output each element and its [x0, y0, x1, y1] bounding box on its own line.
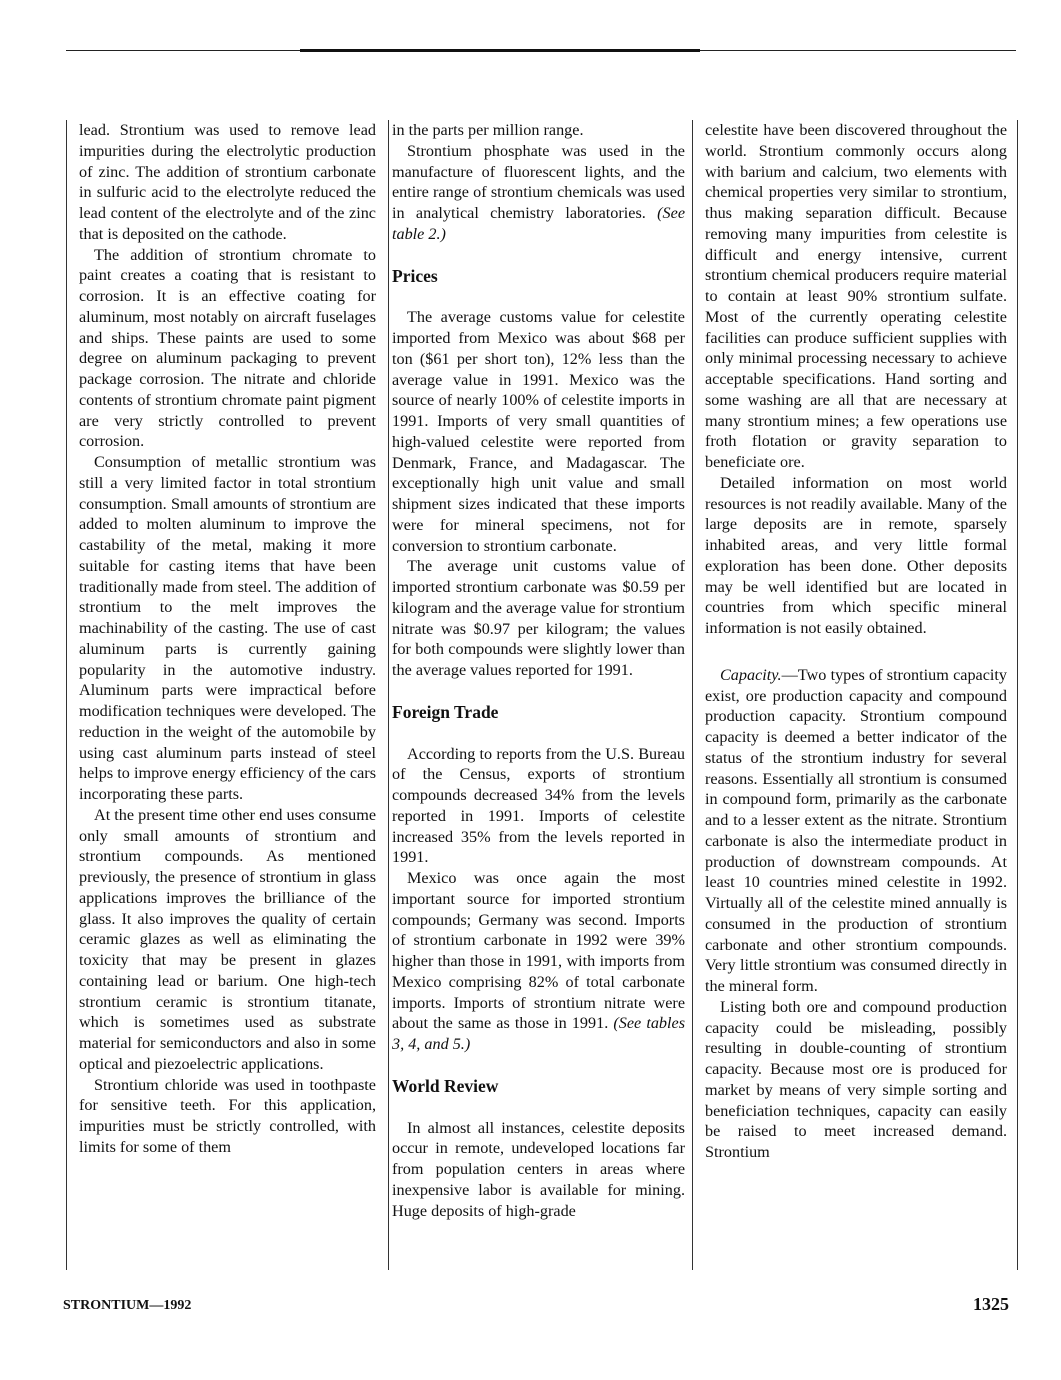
paragraph-carbonate-prices: The average unit customs value of imported strontium carbonate was $0.59 per kilogram and the average value for strontium nitrate was $0.97 per kilogram; the values for both compounds were slightly lower than the average values reported for 1991.	[392, 557, 685, 679]
paragraph-celestite-discovery: celestite have been discovered throughout the world. Strontium commonly occurs along with barium and calcium, two elements with chemical properties very similar to strontium, thus making separation difficult. Because removing many impurities from celestite is difficult and energy intensive, current strontium chemical producers require material to contain at least 90% strontium sulfate. Most of the currently operating celestite facilities can produce sufficient supplies with only minimal processing necessary to achieve acceptable specifications. Hand sorting and some washing are all that are necessary at many strontium mines; a few operations use froth flotation or gravity separation to beneficiate ore.	[705, 121, 1007, 471]
tables-reference[interactable]: (See tables 3, 4, and 5.)	[392, 1014, 685, 1053]
paragraph-world-resources: Detailed information on most world resources is not readily available. Many of the large deposits are in remote, sparsely inhabited areas, and very little formal exploration has been done. Other deposits may be well identified but are located in countries from which specific mineral information is not easily obtained.	[705, 473, 1007, 637]
paragraph-ppm-range: in the parts per million range.	[392, 121, 584, 139]
table-reference[interactable]: (See table 2.)	[392, 204, 686, 243]
paragraph-capacity-text: —Two types of strontium capacity exist, ore production capacity and compound production capacity. Strontium compound capacity is deemed a better indicator of the status of the strontium industry for several reasons. Essentially all strontium is consumed in compound form, primarily as the carbonate and to a lesser extent as the nitrate. Strontium carbonate is also the intermediate product in production of downstream compounds. At least 10 countries mined celestite in 1992. Virtually all of the celestite mined annually is consumed in the production of strontium carbonate and other strontium compounds. Very little strontium was consumed directly in the mineral form.	[705, 665, 1007, 995]
paragraph-celestite-prices: The average customs value for celestite imported from Mexico was about $68 per ton ($61 per short ton), 12% less than the average value in 1991. Mexico was the source of nearly 100% of celestite imports in 1991. Imports of very small quantities of high-valued celestite were reported from Denmark, France, and Madagascar. The exceptionally high unit value and small shipment sizes indicated that these imports were for mineral specimens, not for conversion to strontium carbonate.	[392, 308, 685, 555]
section-heading-prices: Prices	[392, 265, 438, 286]
paragraph-imports-text: Mexico was once again the most important source for imported strontium compounds; Germany was second. Imports of strontium carbonate in 1992 were 39% higher than those in 1991, with imports from Mexico comprising 82% of total carbonate imports. Imports of strontium nitrate were about the same as those in 1991.	[392, 869, 685, 1033]
paragraph-strontium-phosphate-text: Strontium phosphate was used in the manufacture of fluorescent lights, and the entire range of strontium chemicals was used in analytical chemistry laboratories.	[392, 141, 685, 222]
paragraph-celestite-deposits: In almost all instances, celestite deposits occur in remote, undeveloped locations far from population centers in areas where inexpensive labor is available for mining. Huge deposits of high-grade	[392, 1118, 685, 1220]
column-3	[700, 120, 1018, 1270]
header-rule-accent	[300, 49, 700, 52]
running-title: STRONTIUM—1992	[63, 1298, 192, 1313]
paragraph-imports	[392, 868, 685, 1055]
paragraph-exports: According to reports from the U.S. Bureau of the Census, exports of strontium compounds decreased 34% from the levels reported in 1991. Imports of celestite increased 35% from the levels reported in 1991.	[392, 744, 685, 867]
paragraph-capacity	[705, 665, 1007, 997]
page-number: 1325	[973, 1294, 1009, 1314]
section-heading-world-review: World Review	[392, 1075, 499, 1096]
paragraph-capacity-listing: Listing both ore and compound production capacity could be misleading, possibly resulting in double-counting of strontium capacity. Because most ore is produced for market by means of very simple sorting and beneficiation techniques, capacity can easily be raised to meet increased demand. Strontium	[705, 997, 1007, 1161]
paragraph-strontium-chromate: The addition of strontium chromate to paint creates a coating that is resistant to corrosion. It is an effective coating for aluminum, most notably on aircraft fuselages and ships. These paints are used to some degree on aluminum packaging to prevent package corrosion. The nitrate and chloride contents of strontium chromate paint pigment are very strictly controlled to prevent corrosion.	[79, 245, 376, 451]
section-heading-foreign-trade: Foreign Trade	[392, 701, 499, 722]
paragraph-strontium-phosphate	[392, 141, 685, 245]
column-1	[66, 120, 376, 1270]
paragraph-lead-removal: lead. Strontium was used to remove lead impurities during the electrolytic production of zinc. The addition of strontium carbonate in sulfuric acid to the electrolyte reduced the lead content of the electrolyte and of the zinc that is deposited on the cathode.	[79, 121, 376, 243]
paragraph-metallic-strontium: Consumption of metallic strontium was still a very limited factor in total strontium consumption. Small amounts of strontium are added to molten aluminum to improve the castability of the metal, making it more suitable for casting items that have been traditionally made from steel. The addition of strontium to the melt improves the machinability of the casting. The use of cast aluminum parts is currently gaining popularity in the automotive industry. Aluminum parts were impractical before modification techniques were developed. The reduction in the weight of the automobile by using cast aluminum parts instead of steel helps to improve energy efficiency of the cars incorporating these parts.	[79, 453, 376, 803]
column-2	[388, 120, 693, 1270]
paragraph-other-end-uses: At the present time other end uses consume only small amounts of strontium and strontium compounds. As mentioned previously, the presence of strontium in glass applications improves the brilliance of the glass. It also improves the quality of certain ceramic glazes as well as eliminating the toxicity that may be present in glazes containing lead or barium. One high-tech strontium ceramic is strontium titanate, which is sometimes used as substrate material for semiconductors and also in some optical and piezoelectric applications.	[79, 805, 376, 1073]
capacity-run-in-heading: Capacity.	[720, 665, 782, 684]
paragraph-strontium-chloride: Strontium chloride was used in toothpaste for sensitive teeth. For this application, impurities must be strictly controlled, with limits for some of them	[79, 1075, 376, 1156]
